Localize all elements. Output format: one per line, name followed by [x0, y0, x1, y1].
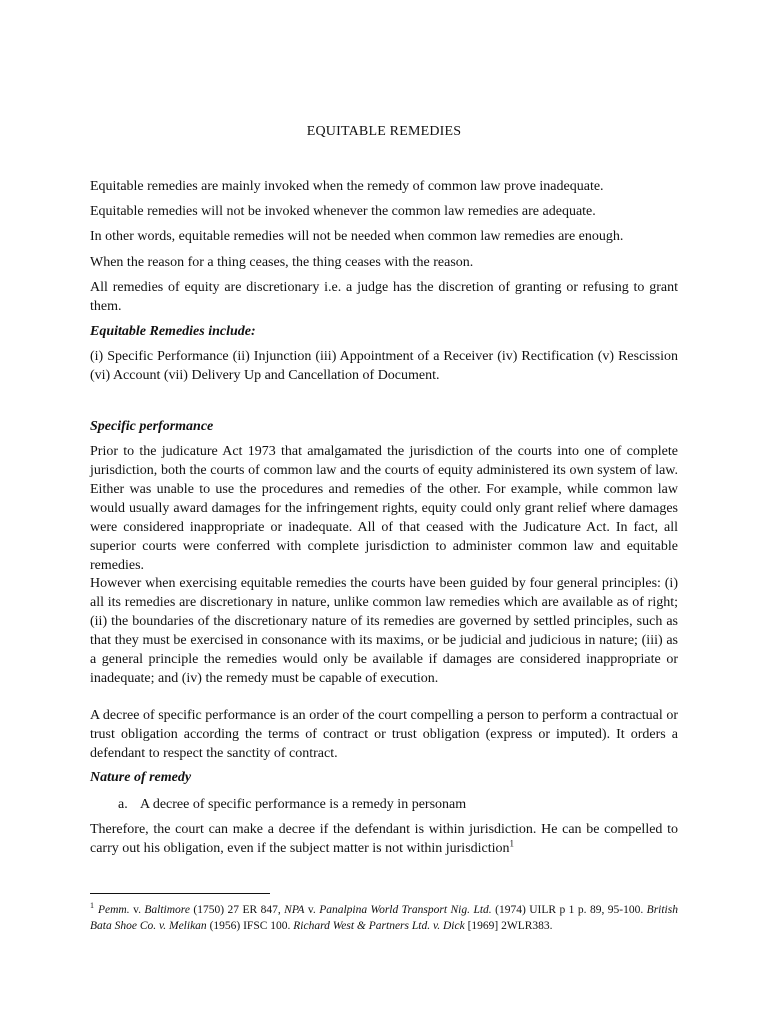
footnote-text-2: v.	[304, 904, 320, 916]
specific-paragraph-3: A decree of specific performance is an order of the court compelling a person to perform a contractual or trust obligation according the terms of contract or trust obligation (express or imputed). It orders a defendant to respect the sanctity of contract.	[90, 708, 678, 761]
footnote	[90, 902, 678, 934]
footnote-citation-4: [1969] 2WLR383.	[464, 920, 553, 932]
footnote-citation-1: (1750) 27 ER 847,	[189, 904, 285, 916]
specific-paragraph-2: However when exercising equitable remedies the courts have been guided by four general principles: (i) all its remedies are discretionary in nature, unlike common law remedies which are available as of right; (ii) the boundaries of the discretionary nature of its remedies are governed by settled principles, such as that they must be exercised in consonance with its maxims, or be judicial and judicious in nature; (iii) as a general principle the remedies would only be available if damages are considered inappropriate or inadequate; and (iv) the remedy must be capable of execution.	[90, 576, 678, 686]
include-heading: Equitable Remedies include:	[90, 324, 256, 339]
footnote-case-2a: NPA	[284, 904, 305, 916]
footnote-case-2b: Panalpina World Transport Nig. Ltd.	[319, 904, 492, 916]
page-title: EQUITABLE REMEDIES	[306, 124, 462, 139]
footnote-case-4: Richard West & Partners Ltd. v. Dick	[293, 920, 465, 932]
specific-paragraph-1: Prior to the judicature Act 1973 that amalgamated the jurisdiction of the courts into one of complete jurisdiction, both the courts of common law and the courts of equity administered its own system of law. Either was unable to use the procedures and remedies of the other. For example, while common law would usually award damages for the infringement rights, equity could only grant relief where damages were considered inappropriate or inadequate. All of that ceased with the Judicature Act. In fact, all superior courts were conferred with complete jurisdiction to administer common law and equitable remedies.	[90, 444, 678, 573]
nature-heading: Nature of remedy	[90, 770, 192, 785]
footnote-reference[interactable]: 1	[509, 838, 515, 849]
footnote-case-3: British Bata Shoe Co. v. Melikan	[90, 904, 678, 932]
footnote-separator	[90, 893, 270, 894]
intro-line-2: Equitable remedies will not be invoked whenever the common law remedies are adequate.	[90, 204, 596, 219]
footnote-text-1: v.	[129, 904, 145, 916]
intro-paragraph-5: All remedies of equity are discretionary i.e. a judge has the discretion of granting or refusing to grant them.	[90, 280, 678, 314]
footnote-marker: 1	[90, 901, 94, 911]
list-marker: a.	[118, 797, 128, 812]
intro-line-4: When the reason for a thing ceases, the thing ceases with the reason.	[90, 255, 474, 270]
list-item-text: A decree of specific performance is a remedy in personam	[140, 797, 467, 812]
nature-paragraph	[90, 820, 678, 858]
include-list-paragraph: (i) Specific Performance (ii) Injunction (iii) Appointment of a Receiver (iv) Rectification (v) Rescission (vi) Account (vii) Delivery Up and Cancellation of Document.	[90, 349, 678, 383]
footnote-citation-3: (1956) IFSC 100.	[206, 920, 294, 932]
footnote-case-1a: Pemm.	[98, 904, 130, 916]
nature-list-item	[118, 795, 466, 814]
intro-line-3: In other words, equitable remedies will not be needed when common law remedies are enough.	[90, 229, 624, 244]
nature-paragraph-text: Therefore, the court can make a decree if the defendant is within jurisdiction. He can be compelled to carry out his obligation, even if the subject matter is not within jurisdiction	[90, 822, 678, 856]
specific-performance-heading: Specific performance	[90, 419, 214, 434]
intro-line-1: Equitable remedies are mainly invoked when the remedy of common law prove inadequate.	[90, 179, 604, 194]
footnote-case-1b: Baltimore	[144, 904, 190, 916]
footnote-citation-2: (1974) UILR p 1 p. 89, 95-100.	[491, 904, 647, 916]
